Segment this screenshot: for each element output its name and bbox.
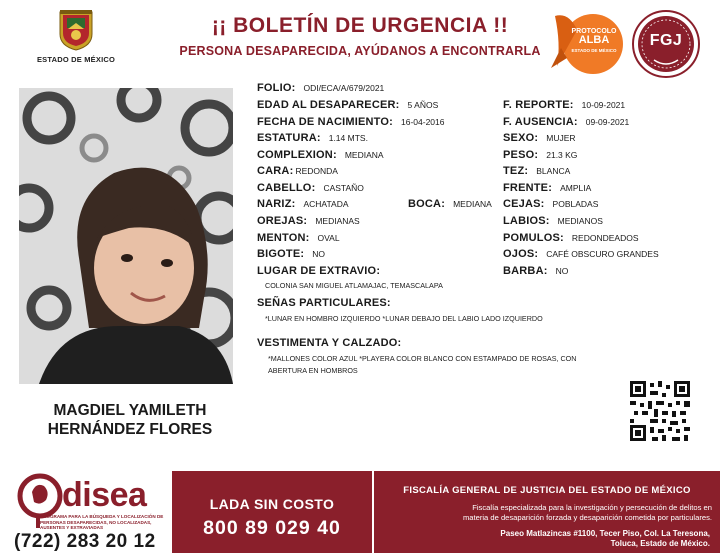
alba-line2: ALBA xyxy=(578,34,610,47)
fgj-name: FISCALÍA GENERAL DE JUSTICIA DEL ESTADO DE MÉXICO xyxy=(403,485,691,496)
bulletin-subtitle: PERSONA DESAPARECIDA, AYÚDANOS A ENCONTRARLA xyxy=(179,44,541,58)
bulletin-title: ¡¡ BOLETÍN DE URGENCIA !! xyxy=(211,14,509,37)
qr-code-icon xyxy=(630,381,690,441)
fgj-label: FGJ xyxy=(649,32,683,49)
lada-sin-costo-block xyxy=(172,471,372,553)
field-lugar-label: LUGAR DE EXTRAVIO: xyxy=(257,265,381,277)
fgj-description-line2: materia de desaparición forzada y desaparición cometida por particulares. xyxy=(462,512,712,522)
estado-de-mexico-logo xyxy=(30,8,122,64)
field-sexo: SEXO: MUJER xyxy=(503,132,576,144)
odisea-block xyxy=(0,462,172,553)
field-labios: LABIOS: MEDIANOS xyxy=(503,215,603,227)
fgj-description-line1: Fiscalía especializada para la investigación y persecución de delitos en xyxy=(472,503,712,512)
field-tez: TEZ: BLANCA xyxy=(503,165,571,177)
senas-value: *LUNAR EN HOMBRO IZQUIERDO *LUNAR DEBAJO DEL LABIO LADO IZQUIERDO xyxy=(265,314,543,323)
field-cara: CARA: REDONDA xyxy=(257,165,338,177)
field-boca: BOCA: MEDIANA xyxy=(408,198,492,210)
vestimenta-title: VESTIMENTA Y CALZADO: xyxy=(257,337,402,349)
vestimenta-line1: *MALLONES COLOR AZUL *PLAYERA COLOR BLANCO CON ESTAMPADO DE ROSAS, CON xyxy=(268,354,577,363)
field-folio: FOLIO: ODI/ECA/A/679/2021 xyxy=(257,82,385,94)
fgj-address xyxy=(386,529,710,550)
protocolo-alba-logo xyxy=(547,8,627,76)
fgj-info-block xyxy=(372,471,720,553)
fgj-address-line2: Toluca, Estado de México. xyxy=(610,539,710,549)
field-cejas: CEJAS: POBLADAS xyxy=(503,198,599,210)
alba-line1: PROTOCOLO xyxy=(571,28,617,35)
person-name-line1: MAGDIEL YAMILETH xyxy=(53,402,207,419)
title-block xyxy=(160,14,560,58)
field-f-reporte: F. REPORTE: 10-09-2021 xyxy=(503,99,626,111)
field-complexion: COMPLEXION: MEDIANA xyxy=(257,149,384,161)
field-nacimiento: FECHA DE NACIMIENTO: 16-04-2016 xyxy=(257,116,445,128)
person-photo-image xyxy=(19,88,233,384)
field-cabello: CABELLO: CASTAÑO xyxy=(257,182,364,194)
person-name-line2: HERNÁNDEZ FLORES xyxy=(47,420,213,438)
alba-line3: ESTADO DE MÉXICO xyxy=(571,47,617,53)
missing-person-photo xyxy=(19,88,233,384)
field-ojos: OJOS: CAFÉ OBSCURO GRANDES xyxy=(503,248,659,260)
field-barba: BARBA: NO xyxy=(503,265,569,277)
field-estatura: ESTATURA: 1.14 MTS. xyxy=(257,132,368,144)
field-edad: EDAD AL DESAPARECER: 5 AÑOS xyxy=(257,99,439,111)
coat-of-arms-icon xyxy=(54,8,98,52)
senas-title: SEÑAS PARTICULARES: xyxy=(257,297,391,309)
estado-de-mexico-label: ESTADO DE MÉXICO xyxy=(36,55,116,64)
odisea-phone[interactable]: (722) 283 20 12 xyxy=(14,531,156,552)
field-bigote: BIGOTE: NO xyxy=(257,248,325,260)
person-name xyxy=(10,402,250,439)
odisea-description: PROGRAMA PARA LA BÚSQUEDA Y LOCALIZACIÓN DE PERSONAS DESAPARECIDAS, NO LOCALIZADAS, AUSENTES Y EXTRAVIADAS xyxy=(40,514,164,530)
field-peso: PESO: 21.3 KG xyxy=(503,149,578,161)
field-f-ausencia: F. AUSENCIA: 09-09-2021 xyxy=(503,116,630,128)
field-frente: FRENTE: AMPLIA xyxy=(503,182,592,194)
fgj-logo xyxy=(632,10,700,78)
header xyxy=(0,0,720,82)
fgj-description xyxy=(386,503,712,523)
fgj-address-line1: Paseo Matlazincas #1100, Tecer Piso, Col. La Teresona, xyxy=(500,529,710,538)
lada-phone[interactable]: 800 89 029 40 xyxy=(203,517,341,539)
field-menton: MENTON: OVAL xyxy=(257,232,340,244)
field-orejas: OREJAS: MEDIANAS xyxy=(257,215,360,227)
lada-label: LADA SIN COSTO xyxy=(209,496,335,512)
field-lugar-value: COLONIA SAN MIGUEL ATLAMAJAC, TEMASCALAPA xyxy=(265,281,443,290)
field-pomulos: POMULOS: REDONDEADOS xyxy=(503,232,639,244)
odisea-wordmark: disea xyxy=(62,476,147,514)
qr-code[interactable] xyxy=(630,381,690,441)
field-nariz: NARIZ: ACHATADA xyxy=(257,198,349,210)
vestimenta-line2: ABERTURA EN HOMBROS xyxy=(268,366,358,375)
